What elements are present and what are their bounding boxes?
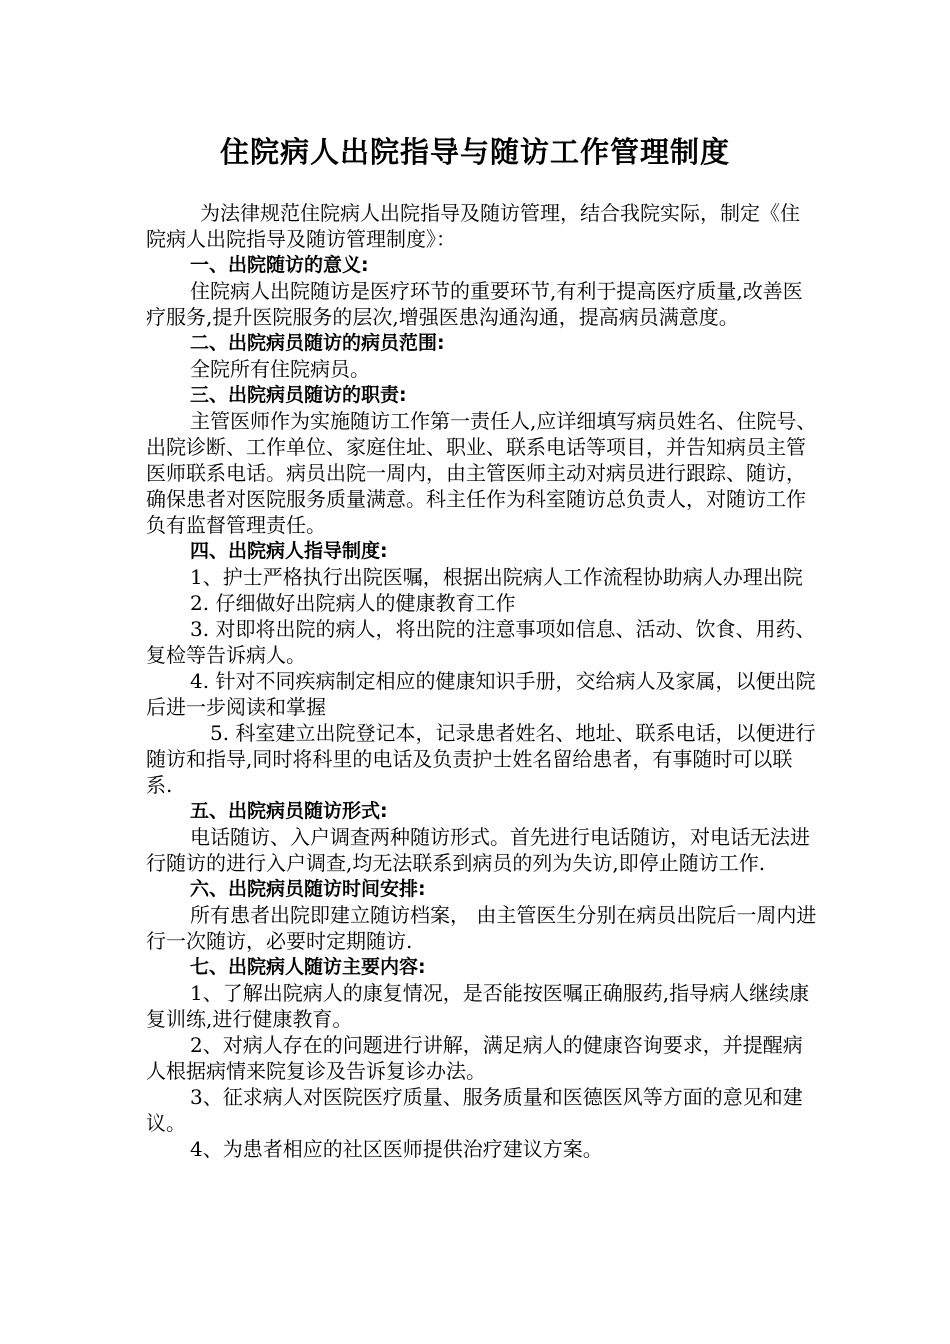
section-7-paragraph-3: 3、征求病人对医院医疗质量、服务质量和医德医风等方面的意见和建议。	[146, 1085, 803, 1135]
document-body	[146, 200, 818, 1162]
section-heading-6: 六、出院病员随访时间安排:	[190, 878, 426, 900]
section-heading-1: 一、出院随访的意义:	[190, 254, 369, 276]
section-3-paragraph-1: 主管医师作为实施随访工作第一责任人,应详细填写病员姓名、住院号、出院诊断、工作单位、家庭住址、职业、联系电话等项目，并告知病员主管医师联系电话。病员出院一周内，由主管医师主动对病员进行跟踪、随访，确保患者对医院服务质量满意。科主任作为科室随访总负责人，对随访工作负有监督管理责任。	[146, 409, 817, 537]
section-6-paragraph-1: 所有患者出院即建立随访档案， 由主管医生分别在病员出院后一周内进行一次随访，必要时定期随访.	[146, 903, 817, 953]
section-4-paragraph-2: 2. 仔细做好出院病人的健康教育工作	[190, 591, 516, 615]
section-1-paragraph-1: 住院病人出院随访是医疗环节的重要环节,有利于提高医疗质量,改善医疗服务,提升医院服务的层次,增强医患沟通沟通，提高病员满意度。	[146, 279, 803, 329]
section-4-paragraph-5: 5. 科室建立出院登记本，记录患者姓名、地址、联系电话，以便进行随访和指导,同时将科里的电话及负责护士姓名留给患者，有事随时可以联系.	[146, 721, 816, 797]
section-heading-4: 四、出院病人指导制度:	[190, 540, 388, 562]
section-4-paragraph-3: 3. 对即将出院的病人，将出院的注意事项如信息、活动、饮食、用药、复检等告诉病人。	[146, 617, 816, 667]
section-5-paragraph-1: 电话随访、入户调查两种随访形式。首先进行电话随访，对电话无法进行随访的进行入户调查,均无法联系到病员的列为失访,即停止随访工作.	[146, 825, 810, 875]
section-7-paragraph-2: 2、对病人存在的问题进行讲解，满足病人的健康咨询要求，并提醒病人根据病情来院复诊及告诉复诊办法。	[146, 1033, 803, 1083]
section-heading-2: 二、出院病员随访的病员范围:	[190, 332, 445, 354]
section-heading-7: 七、出院病人随访主要内容:	[190, 956, 426, 978]
section-heading-5: 五、出院病员随访形式:	[190, 800, 388, 822]
document-title: 住院病人出院指导与随访工作管理制度	[219, 135, 730, 169]
section-7-paragraph-1: 1、了解出院病人的康复情况，是否能按医嘱正确服药,指导病人继续康复训练,进行健康教育。	[146, 981, 810, 1031]
section-4-paragraph-4: 4. 针对不同疾病制定相应的健康知识手册，交给病人及家属，以便出院后进一步阅读和掌握	[146, 669, 816, 719]
intro-paragraph: 为法律规范住院病人出院指导及随访管理，结合我院实际，制定《住院病人出院指导及随访管理制度》：	[146, 201, 800, 251]
section-2-paragraph-1: 全院所有住院病员。	[190, 357, 370, 381]
section-heading-3: 三、出院病员随访的职责:	[190, 384, 407, 406]
section-4-paragraph-1: 1、护士严格执行出院医嘱，根据出院病人工作流程协助病人办理出院	[190, 565, 803, 589]
section-7-paragraph-4: 4、为患者相应的社区医师提供治疗建议方案。	[190, 1137, 603, 1161]
